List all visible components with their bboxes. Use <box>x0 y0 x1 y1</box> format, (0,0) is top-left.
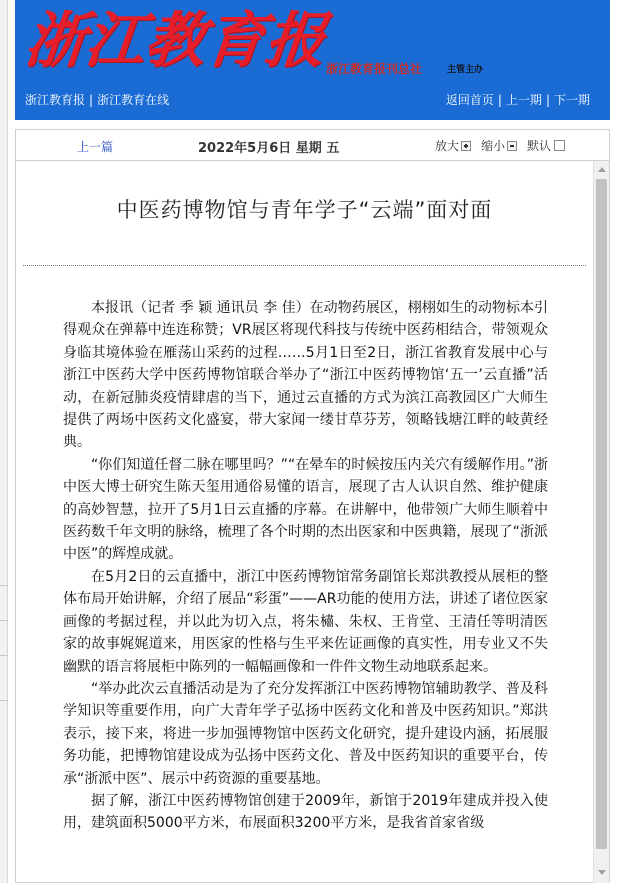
frame-tick <box>0 620 7 621</box>
nav-separator: | <box>89 93 94 107</box>
zoom-out-label: 缩小 <box>481 139 506 153</box>
link-zhejiang-education-online[interactable]: 浙江教育在线 <box>97 93 170 107</box>
article-paragraph: “举办此次云直播活动是为了充分发挥浙江中医药博物馆辅助教学、普及科学知识等重要作用，向广大青年学子弘扬中医药文化和普及中医药知识。”郑洪表示，接下来，将进一步加强博物馆中医药文化研究，提升建设内涵，拓展服务功能，把博物馆建设成为弘扬中医药文化、普及中医药知识的重要平台，传承“浙派中医”、展示中药资源的重要基地。 <box>63 680 548 787</box>
article-paragraph: “你们知道任督二脉在哪里吗？”“在晕车的时候按压内关穴有缓解作用。”浙中医大博士研究生陈天玺用通俗易懂的语言，展现了古人认识自然、维护健康的高妙智慧，拉开了5月1日云直播的序幕。在讲解中，他带领广大师生顺着中医药数千年文明的脉络，梳理了各个时期的杰出医家和中医典籍，展现了“浙派中医”的辉煌成就。 <box>63 456 548 563</box>
plus-icon <box>461 141 471 151</box>
issue-date: 2022年5月6日 星期 五 <box>198 141 340 156</box>
scroll-up-arrow-icon[interactable] <box>598 167 606 172</box>
newspaper-logo[interactable]: 浙江教育报 <box>21 6 329 76</box>
article-paragraph: 在5月2日的云直播中，浙江中医药博物馆常务副馆长郑洪教授从展柜的整体布局开始讲解，介绍了展品“彩蛋”——AR功能的使用方法，讲述了诸位医家画像的考据过程，并以此为切入点，将朱橚、朱权、王肯堂、王清任等明清医家的故事娓娓道来，用医家的性格与生平来佐证画像的真实性，用专业又不失幽默的语言将展柜中陈列的一幅幅画像和一件件文物生动地联系起来。 <box>63 568 548 675</box>
next-issue-link[interactable]: 下一期 <box>553 93 590 107</box>
frame-tick <box>0 585 7 586</box>
left-frame-strip <box>0 0 8 883</box>
article-paragraph: 据了解，浙江中医药博物馆创建于2009年，新馆于2019年建成并投入使用，建筑面积5000平方米，布展面积3200平方米，是我省首家省级 <box>63 792 548 832</box>
publisher-name: 浙江教育报刊总社 <box>326 62 423 76</box>
default-size-button[interactable] <box>527 137 565 154</box>
frame-tick <box>0 655 7 656</box>
scroll-down-arrow-icon[interactable] <box>598 870 606 875</box>
previous-issue-link[interactable]: 上一期 <box>505 93 542 107</box>
nav-separator: | <box>545 93 550 107</box>
article-toolbar <box>16 130 609 161</box>
article-panel <box>15 129 610 883</box>
previous-article-link[interactable]: 上一篇 <box>77 140 114 154</box>
nav-separator: | <box>497 93 502 107</box>
zoom-out-button[interactable] <box>481 137 517 154</box>
link-zhejiang-education-news[interactable]: 浙江教育报 <box>25 93 86 107</box>
default-size-checkbox[interactable] <box>554 140 565 151</box>
back-to-home-link[interactable]: 返回首页 <box>445 93 494 107</box>
minus-icon <box>507 141 517 151</box>
font-size-controls <box>435 137 575 154</box>
scrollbar-thumb[interactable] <box>596 179 607 849</box>
zoom-in-button[interactable] <box>435 137 471 154</box>
article-paragraph: 本报讯（记者 季 颖 通讯员 李 佳）在动物药展区，栩栩如生的动物标本引得观众在弹幕中连连称赞；VR展区将现代科技与传统中医药相结合，带领观众身临其境体验在雁荡山采药的过程……5月1日至2日，浙江省教育发展中心与浙江中医药大学中医药博物馆联合举办了“浙江中医药博物馆‘五一’云直播”活动，在新冠肺炎疫情肆虐的当下，通过云直播的方式为滨江高教园区广大师生提供了两场中医药文化盛宴，带大家闻一缕甘草芬芳，领略钱塘江畔的岐黄经典。 <box>63 300 548 451</box>
default-size-label: 默认 <box>527 139 552 153</box>
publisher-role: 主管主办 <box>447 65 484 75</box>
issue-navigation <box>446 91 590 108</box>
vertical-scrollbar[interactable] <box>593 161 609 883</box>
zoom-in-label: 放大 <box>435 139 460 153</box>
frame-tick <box>0 700 7 701</box>
masthead <box>15 0 610 120</box>
article-title: 中医药博物馆与青年学子“云端”面对面 <box>116 198 493 222</box>
title-divider <box>23 265 586 266</box>
site-links <box>25 91 169 108</box>
article-body <box>63 297 548 835</box>
